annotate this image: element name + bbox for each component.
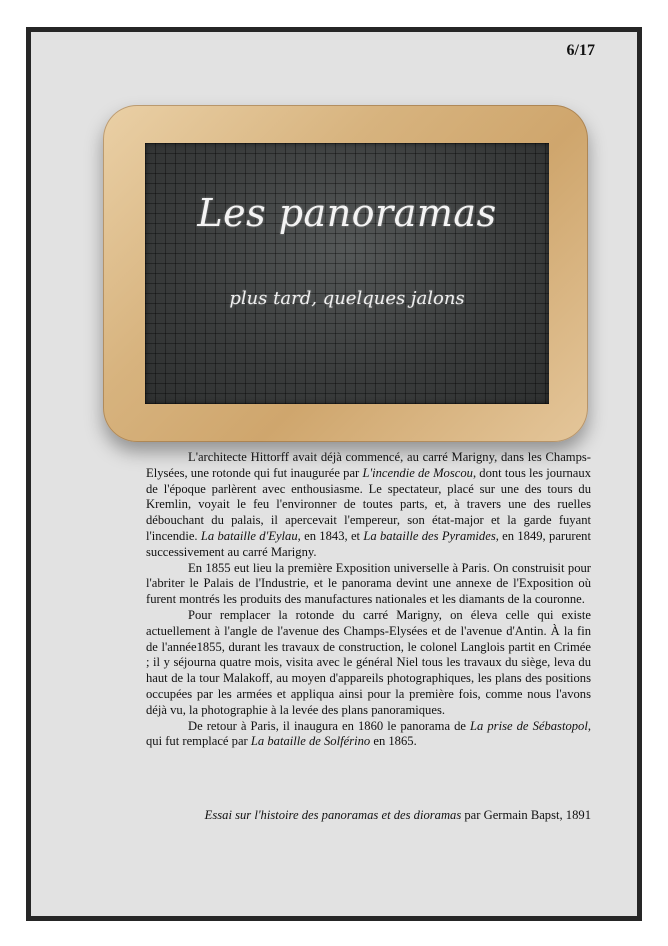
paragraph: Pour remplacer la rotonde du carré Marigny, on éleva celle qui existe actuellement à l'angle de l'avenue des Champs-Elysées et de l'avenue d'Antin. À la fin de l'année1855, durant les travaux de construction, le colonel Langlois partit en Crimée ; il y séjourna quatre mois, visita avec le général Niel tous les travaux du siège, leva du haut de la tour Malakoff, au moyen d'appareils photographiques, les plans des positions occupées par les armées et appliqua ainsi pour la première fois, comme nous l'avons déjà vu, la photographie à la levée des plans panoramiques. xyxy=(146,607,591,717)
work-title: La bataille d'Eylau xyxy=(200,528,298,543)
work-title: L'incendie de Moscou xyxy=(362,465,473,480)
text-run: L'architecte Hittorff avait déjà commencé, au carré Marigny, dans les Champs-Elysées, une rotonde qui fut inaugurée par xyxy=(146,450,591,480)
paragraph xyxy=(146,719,591,751)
text-run: en 1865. xyxy=(370,734,417,749)
text-run: , en 1843, et xyxy=(297,528,364,543)
citation-title: Essai sur l'histoire des panoramas et des dioramas xyxy=(204,808,462,822)
document-page xyxy=(26,27,642,921)
text-run: , en 1849, parurent successivement au carré Marigny. xyxy=(146,528,591,559)
chalkboard-surface xyxy=(145,143,549,404)
text-run: , dont tous les journaux de l'époque parlèrent avec enthousiasme. Le spectateur, placé sur une des tours du Kremlin, voyait le feu l'environner de toutes parts, et, à travers une des ruelles débouchant du palais, il apercevait l'empereur, son état-major et la garde fuyant l'incendie. xyxy=(146,465,591,543)
citation-author: par Germain Bapst, 1891 xyxy=(461,808,591,822)
paragraph: En 1855 eut lieu la première Exposition universelle à Paris. On construisit pour l'abriter le Palais de l'Industrie, et le panorama devint une annexe de l'Exposition où furent montrés les produits des manufactures nationales et les diamants de la couronne. xyxy=(146,560,591,607)
work-title: La bataille des Pyramides xyxy=(363,528,496,543)
paragraph xyxy=(146,450,591,561)
chalkboard-subtitle: plus tard, quelques jalons xyxy=(229,288,465,309)
page-number: 6/17 xyxy=(566,42,595,59)
work-title: La prise de Sébastopol xyxy=(470,718,588,733)
text-run: , qui fut remplacé par xyxy=(146,718,591,749)
chalkboard-title: Les panoramas xyxy=(197,191,497,235)
article-body xyxy=(146,450,591,750)
text-run: De retour à Paris, il inaugura en 1860 le panorama de xyxy=(188,718,471,733)
work-title: La bataille de Solférino xyxy=(250,734,371,749)
source-citation xyxy=(146,808,591,824)
chalkboard-image xyxy=(103,105,588,442)
